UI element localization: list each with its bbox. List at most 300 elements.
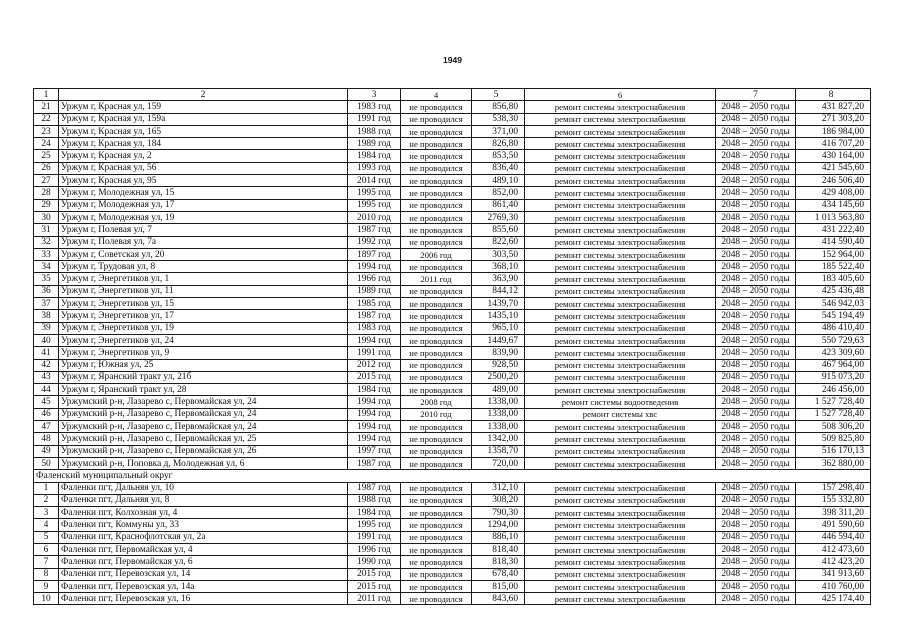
cell-area: 1435,10 bbox=[472, 310, 525, 322]
cell-last-repair-year: не проводился bbox=[401, 556, 472, 568]
table-row bbox=[34, 101, 871, 113]
cell-address: Уржумский р-н, Лазарево с, Первомайская ул, 24 bbox=[59, 396, 348, 408]
cell-build-year: 1990 год bbox=[348, 556, 401, 568]
table-row bbox=[34, 568, 871, 580]
cell-last-repair-year: 2006 год bbox=[401, 248, 472, 260]
cell-last-repair-year: не проводился bbox=[401, 298, 472, 310]
cell-last-repair-year: не проводился bbox=[401, 445, 472, 457]
cell-row-number: 6 bbox=[34, 543, 59, 555]
cell-period: 2048 – 2050 годы bbox=[716, 457, 796, 469]
cell-address: Уржум г, Энергетиков ул, 15 bbox=[59, 298, 348, 310]
cell-build-year: 1995 год bbox=[348, 187, 401, 199]
cell-address: Фаленки пгт, Дальняя ул, 8 bbox=[59, 494, 348, 506]
cell-row-number: 26 bbox=[34, 162, 59, 174]
cell-build-year: 1989 год bbox=[348, 285, 401, 297]
cell-area: 678,40 bbox=[472, 568, 525, 580]
cell-work-type: ремонт системы электроснабжения bbox=[525, 568, 716, 580]
cell-work-type: ремонт системы электроснабжения bbox=[525, 359, 716, 371]
cell-build-year: 1995 год bbox=[348, 199, 401, 211]
table-row bbox=[34, 211, 871, 223]
cell-address: Уржум г, Молодежная ул, 15 bbox=[59, 187, 348, 199]
cell-work-type: ремонт системы электроснабжения bbox=[525, 261, 716, 273]
cell-address: Фаленки пгт, Перевозская ул, 14 bbox=[59, 568, 348, 580]
table-row bbox=[34, 359, 871, 371]
table-row bbox=[34, 347, 871, 359]
cell-row-number: 32 bbox=[34, 236, 59, 248]
cell-last-repair-year: не проводился bbox=[401, 457, 472, 469]
cell-last-repair-year: не проводился bbox=[401, 224, 472, 236]
cell-cost: 467 964,00 bbox=[796, 359, 871, 371]
cell-work-type: ремонт системы электроснабжения bbox=[525, 519, 716, 531]
cell-build-year: 1994 год bbox=[348, 421, 401, 433]
cell-last-repair-year: не проводился bbox=[401, 593, 472, 605]
cell-last-repair-year: не проводился bbox=[401, 285, 472, 297]
cell-work-type: ремонт системы электроснабжения bbox=[525, 494, 716, 506]
cell-area: 1338,00 bbox=[472, 421, 525, 433]
cell-build-year: 1966 год bbox=[348, 273, 401, 285]
cell-address: Уржум г, Полевая ул, 7а bbox=[59, 236, 348, 248]
cell-period: 2048 – 2050 годы bbox=[716, 187, 796, 199]
cell-row-number: 40 bbox=[34, 334, 59, 346]
cell-row-number: 38 bbox=[34, 310, 59, 322]
cell-period: 2048 – 2050 годы bbox=[716, 162, 796, 174]
cell-work-type: ремонт системы электроснабжения bbox=[525, 334, 716, 346]
cell-area: 489,10 bbox=[472, 175, 525, 187]
table-row bbox=[34, 334, 871, 346]
cell-area: 822,60 bbox=[472, 236, 525, 248]
header-row-number: 1 bbox=[34, 89, 59, 101]
cell-build-year: 1984 год bbox=[348, 150, 401, 162]
cell-work-type: ремонт системы хвс bbox=[525, 408, 716, 420]
cell-build-year: 1994 год bbox=[348, 408, 401, 420]
cell-address: Фаленки пгт, Коммуны ул, 33 bbox=[59, 519, 348, 531]
table-row bbox=[34, 261, 871, 273]
table-row bbox=[34, 224, 871, 236]
cell-work-type: ремонт системы электроснабжения bbox=[525, 556, 716, 568]
table-row bbox=[34, 593, 871, 605]
cell-row-number: 50 bbox=[34, 457, 59, 469]
cell-address: Уржум г, Энергетиков ул, 19 bbox=[59, 322, 348, 334]
cell-build-year: 1987 год bbox=[348, 224, 401, 236]
cell-period: 2048 – 2050 годы bbox=[716, 519, 796, 531]
cell-build-year: 1984 год bbox=[348, 384, 401, 396]
cell-area: 965,10 bbox=[472, 322, 525, 334]
cell-cost: 431 827,20 bbox=[796, 101, 871, 113]
cell-area: 371,00 bbox=[472, 125, 525, 137]
cell-area: 2500,20 bbox=[472, 371, 525, 383]
cell-address: Уржумский р-н, Лазарево с, Первомайская ул, 25 bbox=[59, 433, 348, 445]
cell-last-repair-year: не проводился bbox=[401, 125, 472, 137]
cell-period: 2048 – 2050 годы bbox=[716, 113, 796, 125]
cell-work-type: ремонт системы электроснабжения bbox=[525, 482, 716, 494]
cell-period: 2048 – 2050 годы bbox=[716, 285, 796, 297]
cell-work-type: ремонт системы электроснабжения bbox=[525, 273, 716, 285]
cell-work-type: ремонт системы электроснабжения bbox=[525, 199, 716, 211]
cell-address: Уржум г, Красная ул, 165 bbox=[59, 125, 348, 137]
cell-last-repair-year: не проводился bbox=[401, 507, 472, 519]
cell-period: 2048 – 2050 годы bbox=[716, 298, 796, 310]
cell-last-repair-year: не проводился bbox=[401, 347, 472, 359]
cell-last-repair-year: 2011 год bbox=[401, 273, 472, 285]
cell-build-year: 1991 год bbox=[348, 531, 401, 543]
cell-cost: 509 825,80 bbox=[796, 433, 871, 445]
cell-period: 2048 – 2050 годы bbox=[716, 273, 796, 285]
cell-last-repair-year: не проводился bbox=[401, 199, 472, 211]
cell-cost: 185 522,40 bbox=[796, 261, 871, 273]
table-row bbox=[34, 125, 871, 137]
cell-area: 363,90 bbox=[472, 273, 525, 285]
cell-area: 839,90 bbox=[472, 347, 525, 359]
cell-cost: 416 707,20 bbox=[796, 138, 871, 150]
cell-cost: 157 298,40 bbox=[796, 482, 871, 494]
cell-row-number: 28 bbox=[34, 187, 59, 199]
header-period: 7 bbox=[716, 89, 796, 101]
cell-row-number: 49 bbox=[34, 445, 59, 457]
cell-last-repair-year: не проводился bbox=[401, 150, 472, 162]
cell-address: Фаленки пгт, Перевозская ул, 14а bbox=[59, 580, 348, 592]
cell-address: Фаленки пгт, Дальняя ул, 10 bbox=[59, 482, 348, 494]
cell-period: 2048 – 2050 годы bbox=[716, 371, 796, 383]
table-row bbox=[34, 310, 871, 322]
cell-period: 2048 – 2050 годы bbox=[716, 310, 796, 322]
cell-work-type: ремонт системы электроснабжения bbox=[525, 187, 716, 199]
cell-address: Уржумский р-н, Поповка д, Молодежная ул, 6 bbox=[59, 457, 348, 469]
cell-last-repair-year: не проводился bbox=[401, 359, 472, 371]
table-row bbox=[34, 150, 871, 162]
cell-row-number: 35 bbox=[34, 273, 59, 285]
cell-period: 2048 – 2050 годы bbox=[716, 507, 796, 519]
cell-period: 2048 – 2050 годы bbox=[716, 482, 796, 494]
cell-area: 855,60 bbox=[472, 224, 525, 236]
cell-area: 312,10 bbox=[472, 482, 525, 494]
cell-period: 2048 – 2050 годы bbox=[716, 224, 796, 236]
cell-row-number: 41 bbox=[34, 347, 59, 359]
table-row bbox=[34, 138, 871, 150]
cell-row-number: 5 bbox=[34, 531, 59, 543]
cell-build-year: 1997 год bbox=[348, 445, 401, 457]
cell-row-number: 3 bbox=[34, 507, 59, 519]
cell-last-repair-year: не проводился bbox=[401, 101, 472, 113]
cell-area: 856,80 bbox=[472, 101, 525, 113]
cell-work-type: ремонт системы электроснабжения bbox=[525, 445, 716, 457]
cell-build-year: 1996 год bbox=[348, 543, 401, 555]
cell-build-year: 1989 год bbox=[348, 138, 401, 150]
cell-period: 2048 – 2050 годы bbox=[716, 236, 796, 248]
cell-work-type: ремонт системы электроснабжения bbox=[525, 113, 716, 125]
cell-row-number: 33 bbox=[34, 248, 59, 260]
table-row bbox=[34, 113, 871, 125]
cell-work-type: ремонт системы электроснабжения bbox=[525, 236, 716, 248]
table-row bbox=[34, 531, 871, 543]
cell-row-number: 30 bbox=[34, 211, 59, 223]
table-row bbox=[34, 396, 871, 408]
cell-area: 1439,70 bbox=[472, 298, 525, 310]
cell-address: Уржум г, Красная ул, 2 bbox=[59, 150, 348, 162]
cell-cost: 362 880,00 bbox=[796, 457, 871, 469]
table-row bbox=[34, 285, 871, 297]
cell-address: Уржумский р-н, Лазарево с, Первомайская ул, 24 bbox=[59, 408, 348, 420]
header-build-year: 3 bbox=[348, 89, 401, 101]
cell-area: 790,30 bbox=[472, 507, 525, 519]
table-row bbox=[34, 408, 871, 420]
cell-row-number: 29 bbox=[34, 199, 59, 211]
cell-period: 2048 – 2050 годы bbox=[716, 175, 796, 187]
cell-area: 818,30 bbox=[472, 556, 525, 568]
table-row bbox=[34, 519, 871, 531]
cell-build-year: 1988 год bbox=[348, 494, 401, 506]
cell-period: 2048 – 2050 годы bbox=[716, 593, 796, 605]
cell-row-number: 47 bbox=[34, 421, 59, 433]
cell-work-type: ремонт системы электроснабжения bbox=[525, 150, 716, 162]
cell-period: 2048 – 2050 годы bbox=[716, 334, 796, 346]
cell-cost: 1 527 728,40 bbox=[796, 408, 871, 420]
cell-work-type: ремонт системы электроснабжения bbox=[525, 421, 716, 433]
cell-row-number: 37 bbox=[34, 298, 59, 310]
cell-cost: 508 306,20 bbox=[796, 421, 871, 433]
cell-area: 852,00 bbox=[472, 187, 525, 199]
cell-cost: 550 729,63 bbox=[796, 334, 871, 346]
cell-row-number: 2 bbox=[34, 494, 59, 506]
table-row bbox=[34, 236, 871, 248]
cell-build-year: 1995 год bbox=[348, 519, 401, 531]
cell-address: Уржум г, Трудовая ул, 8 bbox=[59, 261, 348, 273]
cell-address: Уржум г, Молодежная ул, 17 bbox=[59, 199, 348, 211]
cell-row-number: 48 bbox=[34, 433, 59, 445]
cell-area: 1338,00 bbox=[472, 396, 525, 408]
cell-row-number: 7 bbox=[34, 556, 59, 568]
cell-row-number: 44 bbox=[34, 384, 59, 396]
cell-area: 538,30 bbox=[472, 113, 525, 125]
cell-work-type: ремонт системы электроснабжения bbox=[525, 543, 716, 555]
cell-cost: 183 405,60 bbox=[796, 273, 871, 285]
cell-period: 2048 – 2050 годы bbox=[716, 101, 796, 113]
cell-cost: 271 303,20 bbox=[796, 113, 871, 125]
cell-period: 2048 – 2050 годы bbox=[716, 531, 796, 543]
cell-last-repair-year: не проводился bbox=[401, 322, 472, 334]
cell-area: 1449,67 bbox=[472, 334, 525, 346]
cell-work-type: ремонт системы водоотведения bbox=[525, 396, 716, 408]
cell-work-type: ремонт системы электроснабжения bbox=[525, 285, 716, 297]
cell-area: 861,40 bbox=[472, 199, 525, 211]
header-address: 2 bbox=[59, 89, 348, 101]
page-number: 1949 bbox=[443, 55, 462, 65]
table-row bbox=[34, 494, 871, 506]
cell-build-year: 2015 год bbox=[348, 371, 401, 383]
cell-build-year: 1994 год bbox=[348, 261, 401, 273]
cell-row-number: 25 bbox=[34, 150, 59, 162]
cell-period: 2048 – 2050 годы bbox=[716, 494, 796, 506]
cell-period: 2048 – 2050 годы bbox=[716, 248, 796, 260]
cell-last-repair-year: не проводился bbox=[401, 175, 472, 187]
cell-build-year: 1991 год bbox=[348, 347, 401, 359]
cell-work-type: ремонт системы электроснабжения bbox=[525, 384, 716, 396]
cell-cost: 414 590,40 bbox=[796, 236, 871, 248]
cell-last-repair-year: не проводился bbox=[401, 236, 472, 248]
cell-address: Уржум г, Красная ул, 159а bbox=[59, 113, 348, 125]
cell-address: Уржум г, Южная ул, 25 bbox=[59, 359, 348, 371]
cell-row-number: 46 bbox=[34, 408, 59, 420]
cell-last-repair-year: не проводился bbox=[401, 162, 472, 174]
cell-build-year: 1987 год bbox=[348, 310, 401, 322]
table-row bbox=[34, 580, 871, 592]
cell-last-repair-year: не проводился bbox=[401, 482, 472, 494]
cell-area: 1342,00 bbox=[472, 433, 525, 445]
section-row bbox=[34, 470, 871, 482]
cell-address: Фаленки пгт, Краснофлотская ул, 2а bbox=[59, 531, 348, 543]
cell-area: 818,40 bbox=[472, 543, 525, 555]
cell-period: 2048 – 2050 годы bbox=[716, 261, 796, 273]
cell-address: Уржумский р-н, Лазарево с, Первомайская ул, 24 bbox=[59, 421, 348, 433]
cell-work-type: ремонт системы электроснабжения bbox=[525, 162, 716, 174]
cell-row-number: 45 bbox=[34, 396, 59, 408]
cell-address: Уржум г, Яранский тракт ул, 21б bbox=[59, 371, 348, 383]
cell-period: 2048 – 2050 годы bbox=[716, 199, 796, 211]
cell-last-repair-year: не проводился bbox=[401, 187, 472, 199]
cell-work-type: ремонт системы электроснабжения bbox=[525, 347, 716, 359]
header-row bbox=[34, 89, 871, 101]
cell-cost: 246 456,00 bbox=[796, 384, 871, 396]
cell-area: 303,50 bbox=[472, 248, 525, 260]
cell-build-year: 1987 год bbox=[348, 482, 401, 494]
cell-build-year: 1897 год bbox=[348, 248, 401, 260]
cell-build-year: 2012 год bbox=[348, 359, 401, 371]
cell-row-number: 4 bbox=[34, 519, 59, 531]
cell-address: Уржум г, Полевая ул, 7 bbox=[59, 224, 348, 236]
cell-build-year: 1985 год bbox=[348, 298, 401, 310]
cell-cost: 546 942,03 bbox=[796, 298, 871, 310]
cell-row-number: 1 bbox=[34, 482, 59, 494]
cell-work-type: ремонт системы электроснабжения bbox=[525, 371, 716, 383]
cell-period: 2048 – 2050 годы bbox=[716, 347, 796, 359]
cell-period: 2048 – 2050 годы bbox=[716, 396, 796, 408]
cell-cost: 425 174,40 bbox=[796, 593, 871, 605]
cell-build-year: 2010 год bbox=[348, 211, 401, 223]
cell-work-type: ремонт системы электроснабжения bbox=[525, 175, 716, 187]
cell-work-type: ремонт системы электроснабжения bbox=[525, 298, 716, 310]
cell-build-year: 2014 год bbox=[348, 175, 401, 187]
cell-work-type: ремонт системы электроснабжения bbox=[525, 507, 716, 519]
cell-area: 489,00 bbox=[472, 384, 525, 396]
cell-last-repair-year: не проводился bbox=[401, 261, 472, 273]
cell-address: Уржум г, Красная ул, 95 bbox=[59, 175, 348, 187]
cell-area: 886,10 bbox=[472, 531, 525, 543]
cell-row-number: 8 bbox=[34, 568, 59, 580]
cell-build-year: 2011 год bbox=[348, 593, 401, 605]
cell-work-type: ремонт системы электроснабжения bbox=[525, 224, 716, 236]
cell-build-year: 1993 год bbox=[348, 162, 401, 174]
cell-address: Уржум г, Энергетиков ул, 17 bbox=[59, 310, 348, 322]
header-cost: 8 bbox=[796, 89, 871, 101]
cell-row-number: 31 bbox=[34, 224, 59, 236]
cell-build-year: 2015 год bbox=[348, 580, 401, 592]
cell-period: 2048 – 2050 годы bbox=[716, 322, 796, 334]
cell-cost: 421 545,60 bbox=[796, 162, 871, 174]
cell-address: Фаленки пгт, Колхозная ул, 4 bbox=[59, 507, 348, 519]
cell-last-repair-year: 2008 год bbox=[401, 396, 472, 408]
cell-period: 2048 – 2050 годы bbox=[716, 211, 796, 223]
cell-row-number: 34 bbox=[34, 261, 59, 273]
cell-row-number: 23 bbox=[34, 125, 59, 137]
cell-period: 2048 – 2050 годы bbox=[716, 433, 796, 445]
cell-build-year: 1992 год bbox=[348, 236, 401, 248]
cell-row-number: 22 bbox=[34, 113, 59, 125]
header-area: 5 bbox=[472, 89, 525, 101]
cell-last-repair-year: 2010 год bbox=[401, 408, 472, 420]
table-row bbox=[34, 457, 871, 469]
cell-cost: 431 222,40 bbox=[796, 224, 871, 236]
cell-last-repair-year: не проводился bbox=[401, 519, 472, 531]
cell-period: 2048 – 2050 годы bbox=[716, 568, 796, 580]
cell-area: 843,60 bbox=[472, 593, 525, 605]
table-row bbox=[34, 175, 871, 187]
cell-period: 2048 – 2050 годы bbox=[716, 445, 796, 457]
cell-area: 815,00 bbox=[472, 580, 525, 592]
cell-cost: 155 332,80 bbox=[796, 494, 871, 506]
cell-cost: 491 590,60 bbox=[796, 519, 871, 531]
cell-area: 844,12 bbox=[472, 285, 525, 297]
cell-cost: 545 194,49 bbox=[796, 310, 871, 322]
cell-address: Уржум г, Энергетиков ул, 11 bbox=[59, 285, 348, 297]
cell-last-repair-year: не проводился bbox=[401, 334, 472, 346]
cell-cost: 412 423,20 bbox=[796, 556, 871, 568]
cell-area: 1338,00 bbox=[472, 408, 525, 420]
cell-work-type: ремонт системы электроснабжения bbox=[525, 138, 716, 150]
section-title: Фаленский муниципальный округ bbox=[34, 470, 871, 482]
cell-address: Уржумский р-н, Лазарево с, Первомайская ул, 26 bbox=[59, 445, 348, 457]
cell-period: 2048 – 2050 годы bbox=[716, 580, 796, 592]
capital-repair-table bbox=[33, 88, 871, 605]
cell-address: Уржум г, Молодежная ул, 19 bbox=[59, 211, 348, 223]
table-row bbox=[34, 273, 871, 285]
cell-last-repair-year: не проводился bbox=[401, 310, 472, 322]
cell-work-type: ремонт системы электроснабжения bbox=[525, 125, 716, 137]
cell-work-type: ремонт системы электроснабжения bbox=[525, 457, 716, 469]
cell-row-number: 27 bbox=[34, 175, 59, 187]
cell-row-number: 43 bbox=[34, 371, 59, 383]
cell-last-repair-year: не проводился bbox=[401, 384, 472, 396]
cell-cost: 152 964,00 bbox=[796, 248, 871, 260]
table-row bbox=[34, 162, 871, 174]
header-work-type: 6 bbox=[525, 89, 716, 101]
table-row bbox=[34, 199, 871, 211]
cell-last-repair-year: не проводился bbox=[401, 543, 472, 555]
cell-work-type: ремонт системы электроснабжения bbox=[525, 580, 716, 592]
header-last-repair-year: 4 bbox=[401, 89, 472, 101]
cell-period: 2048 – 2050 годы bbox=[716, 138, 796, 150]
table-row bbox=[34, 384, 871, 396]
table-row bbox=[34, 248, 871, 260]
cell-build-year: 1994 год bbox=[348, 334, 401, 346]
cell-area: 2769,30 bbox=[472, 211, 525, 223]
cell-row-number: 42 bbox=[34, 359, 59, 371]
cell-area: 928,50 bbox=[472, 359, 525, 371]
cell-work-type: ремонт системы электроснабжения bbox=[525, 101, 716, 113]
cell-row-number: 9 bbox=[34, 580, 59, 592]
cell-area: 368,10 bbox=[472, 261, 525, 273]
cell-row-number: 39 bbox=[34, 322, 59, 334]
cell-address: Фаленки пгт, Первомайская ул, 4 bbox=[59, 543, 348, 555]
cell-last-repair-year: не проводился bbox=[401, 371, 472, 383]
cell-cost: 446 594,40 bbox=[796, 531, 871, 543]
cell-period: 2048 – 2050 годы bbox=[716, 359, 796, 371]
cell-area: 308,20 bbox=[472, 494, 525, 506]
cell-cost: 1 527 728,40 bbox=[796, 396, 871, 408]
table-row bbox=[34, 322, 871, 334]
cell-build-year: 1984 год bbox=[348, 507, 401, 519]
cell-cost: 430 164,00 bbox=[796, 150, 871, 162]
cell-address: Уржум г, Красная ул, 159 bbox=[59, 101, 348, 113]
table-row bbox=[34, 371, 871, 383]
